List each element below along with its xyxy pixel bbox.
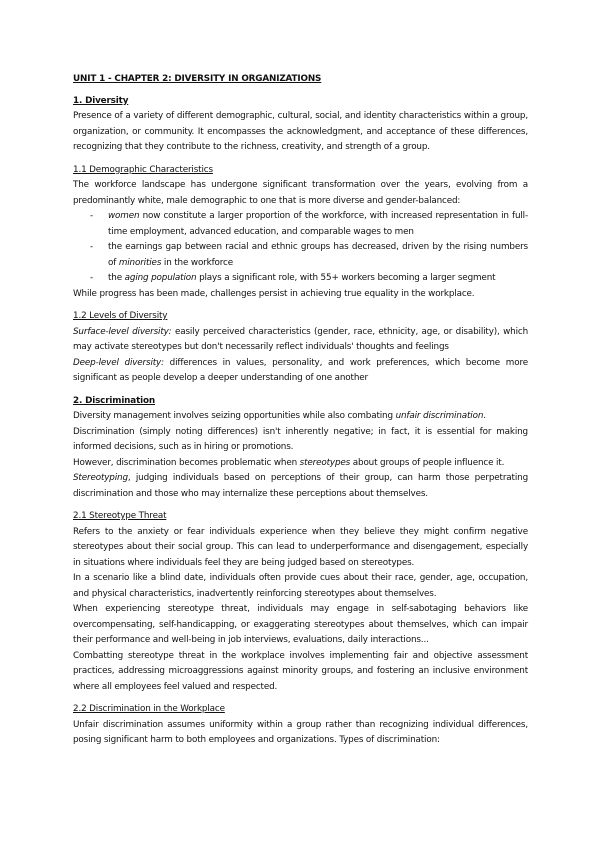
demographic-list [73,209,528,287]
document-title: UNIT 1 - CHAPTER 2: DIVERSITY IN ORGANIZATIONS [73,74,322,84]
list-item-text: now constitute a larger proportion of the workforce, with increased representation in full-time employment, advanced education, and comparable wages to men [108,211,528,237]
stereotype-threat-p1: Refers to the anxiety or fear individuals experience when they believe they might confirm negative stereotypes about their social group. This can lead to underperformance and disengagement, especially in situations where individuals feel they are being judged based on stereotypes. [73,526,528,568]
paragraph-text: Diversity management involves seizing opportunities while also combating [73,411,396,421]
stereotype-threat-p3: When experiencing stereotype threat, individuals may engage in self-sabotaging behaviors like overcompensating, self-handicapping, or exaggerating stereotypes about themselves, which can impair their performance and well-being in job interviews, evaluations, daily interactions... [73,604,528,645]
paragraph-text: , judging individuals based on perceptions of their group, can harm those perpetrating discrimination and those who may internalize these perceptions about themselves. [73,473,528,499]
discrimination-p2: Discrimination (simply noting differences) isn't inherently negative; in fact, it is essential for making informed decisions, such as in hiring or promotions. [73,426,528,452]
stereotype-threat-p2: In a scenario like a blind date, individuals often provide cues about their race, gender, age, occupation, and physical characteristics, inadvertently reinforcing stereotypes about themselves. [73,573,528,599]
section-heading-diversity: 1. Diversity [73,95,129,106]
section-heading-workplace-discrimination: 2.2 Discrimination in the Workplace [73,704,225,714]
list-item [73,209,528,240]
demographic-intro: The workforce landscape has undergone significant transformation over the years, evolving from a predominantly white, male demographic to one that is more diverse and gender-balanced: [73,180,528,206]
term-stereotypes: stereotypes [299,457,351,468]
dash-bullet: - [90,242,94,252]
list-item-text: plays a significant role, with 55+ workers becoming a larger segment [196,273,496,283]
section-heading-demographic: 1.1 Demographic Characteristics [73,164,213,175]
list-item-text: the earnings gap between racial and ethnic groups has decreased, driven by the rising numbers of [108,242,528,268]
discrimination-p4 [73,471,528,502]
list-item-emphasis: women [108,211,140,221]
section-heading-levels: 1.2 Levels of Diversity [73,311,168,321]
term-deep-level: Deep-level diversity: [73,357,164,368]
list-item-emphasis: minorities [118,257,162,268]
deep-level-text: differences in values, personality, and work preferences, which become more significant as people develop a deeper understanding of one another [73,357,528,383]
paragraph-text: about groups of people influence it. [350,457,505,468]
dash-bullet: - [90,273,94,283]
stereotype-threat-p4: Combatting stereotype threat in the workplace involves implementing fair and objective assessment practices, addressing microaggressions against minority groups, and fostering an inclusive environment where all employees feel valued and respected. [73,650,528,692]
section-heading-discrimination: 2. Discrimination [73,395,156,406]
list-item-text: in the workforce [161,257,233,268]
list-item [73,271,528,287]
list-item-text: the [108,273,125,283]
surface-level-text: easily perceived characteristics (gender, race, ethnicity, age, or disability), which may activate stereotypes but don't necessarily reflect individuals' thoughts and feelings [73,326,528,352]
term-stereotyping: Stereotyping [73,473,128,483]
dash-bullet: - [90,211,94,221]
deep-level-paragraph [73,356,528,387]
term-unfair-discrimination: unfair discrimination [395,411,484,421]
document-page [73,72,528,749]
workplace-discrimination-p1: Unfair discrimination assumes uniformity within a group rather than recognizing individual differences, posing significant harm to both employees and organizations. Types of discrimination: [73,719,528,745]
term-surface-level: Surface-level diversity: [73,326,172,337]
discrimination-p3 [73,456,528,472]
list-item-emphasis: aging population [124,273,197,283]
diversity-definition: Presence of a variety of different demographic, cultural, social, and identity characteristics within a group, organization, or community. It encompasses the acknowledgment, and acceptance of these differences, recognizing that they contribute to the richness, creativity, and strength of a group. [73,111,528,152]
list-item [73,240,528,271]
paragraph-text: However, discrimination becomes problematic when [73,457,300,468]
paragraph-text: . [483,411,486,421]
surface-level-paragraph [73,325,528,356]
demographic-outro: While progress has been made, challenges persist in achieving true equality in the workplace. [73,288,475,299]
section-heading-stereotype-threat: 2.1 Stereotype Threat [73,511,167,521]
discrimination-p1 [73,409,528,425]
